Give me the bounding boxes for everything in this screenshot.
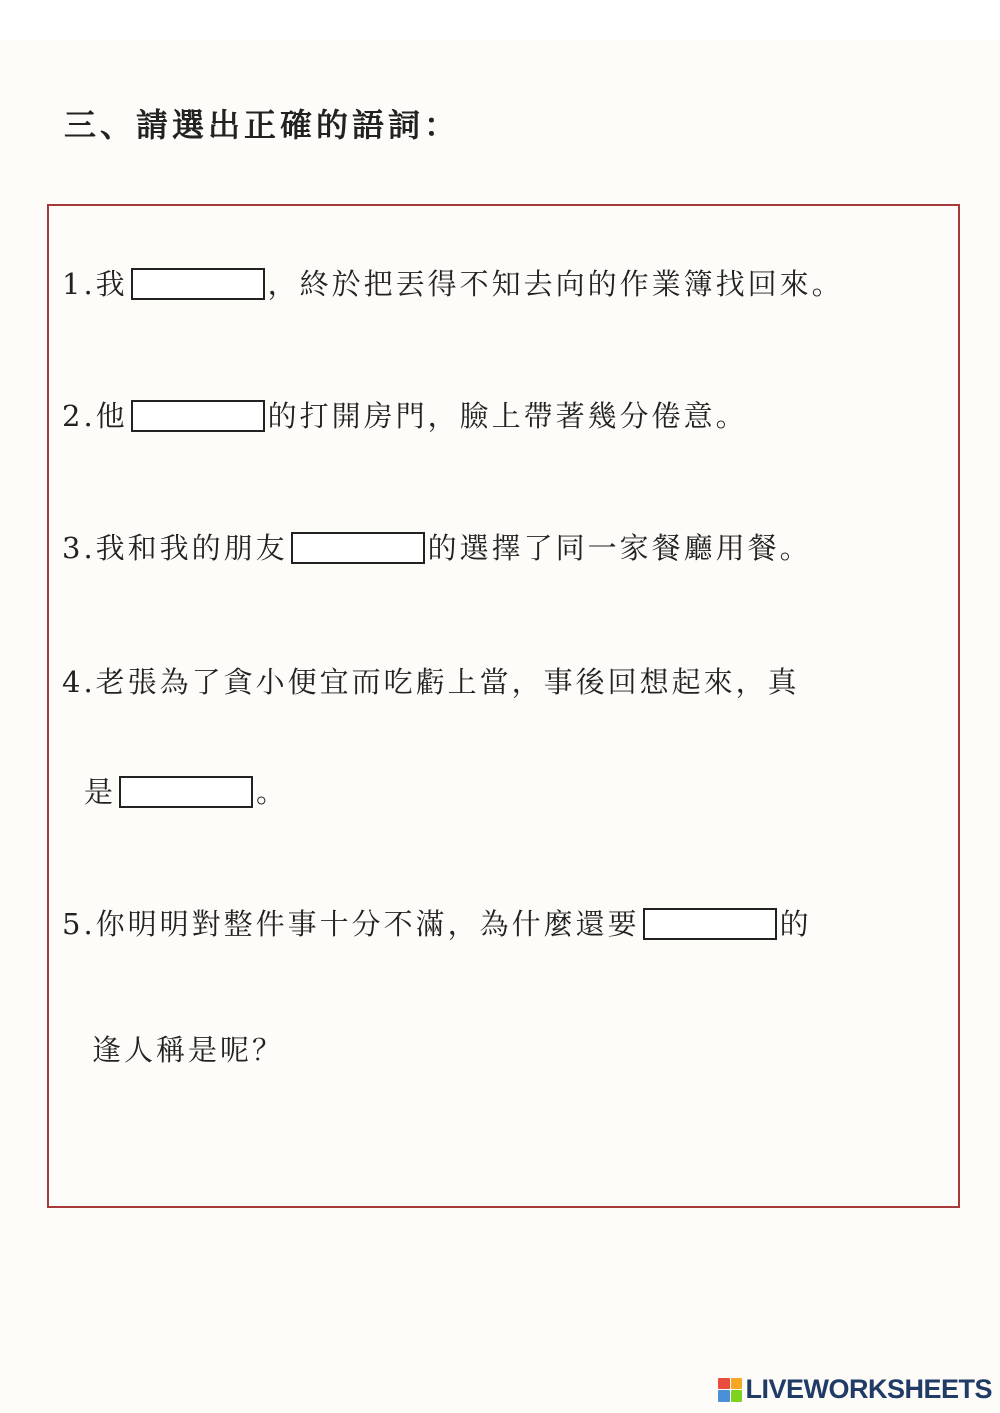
liveworksheets-logo-icon [718,1378,742,1402]
logo-square-red [718,1378,730,1390]
answer-4-input[interactable] [119,776,253,808]
answer-3-input[interactable] [291,532,425,564]
question-5-text: 逢人稱是呢？ [92,1033,285,1067]
answer-5-input[interactable] [643,908,777,940]
question-4-before: 是 [84,775,117,809]
answer-1-input[interactable] [131,268,265,300]
question-2-before: 2.他 [62,399,128,433]
top-band [0,0,1000,40]
question-3 [62,528,812,568]
brand-name: LIVEWORKSHEETS [745,1374,992,1404]
question-1 [62,264,844,304]
logo-square-blue [718,1390,730,1402]
question-5-line-2 [92,1030,284,1070]
question-1-before: 1.我 [62,267,128,301]
question-3-after: 的選擇了同一家餐廳用餐。 [427,531,812,565]
question-4-after: 。 [256,775,289,809]
logo-square-orange [731,1378,743,1390]
question-4-text: 4.老張為了貪小便宜而吃虧上當，事後回想起來，真 [62,665,800,699]
question-4-line-2 [84,772,288,812]
question-5-line-1 [62,904,812,944]
question-2 [62,396,748,436]
question-4-line-1 [62,662,800,702]
answer-2-input[interactable] [131,400,265,432]
question-1-after: ，終於把丟得不知去向的作業簿找回來。 [267,267,844,301]
logo-square-green [731,1390,743,1402]
question-3-before: 3.我和我的朋友 [62,531,288,565]
section-heading: 三、請選出正確的語詞： [64,106,461,144]
liveworksheets-logo [718,1374,992,1405]
question-5-after: 的 [779,907,812,941]
question-2-after: 的打開房門，臉上帶著幾分倦意。 [267,399,748,433]
question-5-before: 5.你明明對整件事十分不滿，為什麼還要 [62,907,640,941]
